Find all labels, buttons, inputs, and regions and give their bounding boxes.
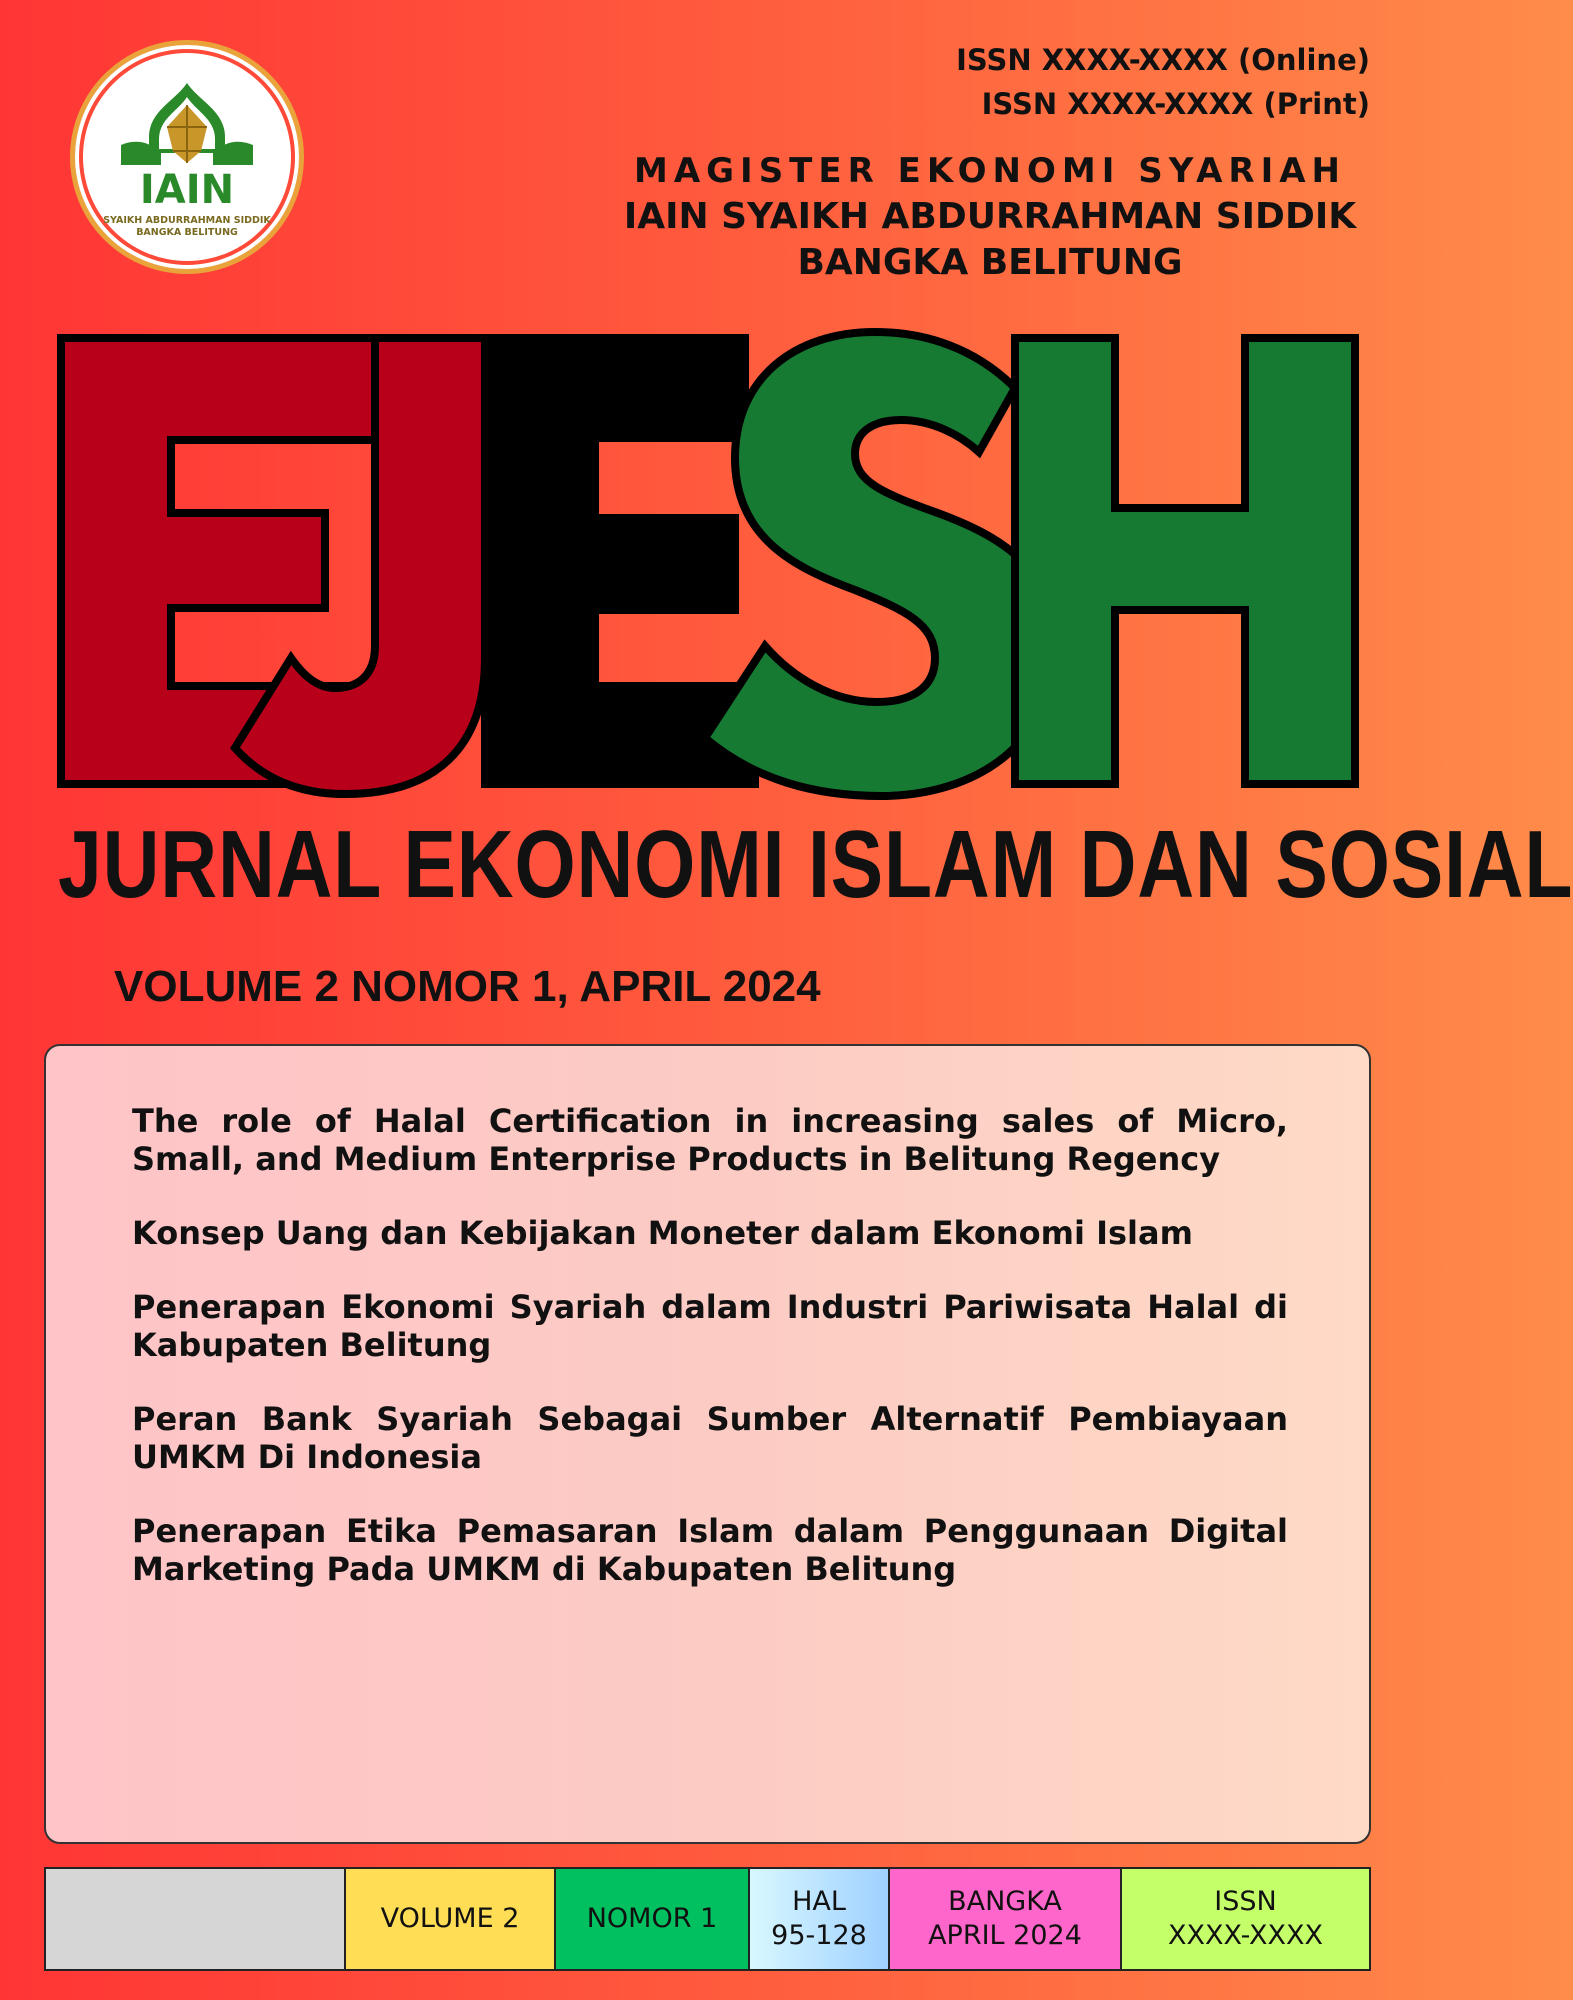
- info-volume-text: VOLUME 2: [380, 1903, 520, 1934]
- info-pages-label: HAL: [792, 1886, 846, 1917]
- info-pages-range: 95-128: [771, 1920, 867, 1951]
- masthead-letter-s: [705, 332, 1055, 796]
- masthead: [55, 328, 1361, 802]
- info-cell-place-date: [890, 1869, 1122, 1969]
- issn-print: ISSN XXXX-XXXX (Print): [981, 87, 1370, 121]
- info-issn-value: XXXX-XXXX: [1167, 1920, 1324, 1951]
- article-title-1: The role of Halal Certification in increasing sales of Micro, Small, and Medium Enterprise Products in Belitung Regency: [132, 1102, 1288, 1178]
- volume-line: VOLUME 2 NOMOR 1, APRIL 2024: [114, 962, 821, 1011]
- journal-subtitle: JURNAL EKONOMI ISLAM DAN SOSIAL: [58, 811, 1573, 918]
- article-title-3: Penerapan Ekonomi Syariah dalam Industri Pariwisata Halal di Kabupaten Belitung: [132, 1288, 1288, 1364]
- article-list: [132, 1102, 1288, 1624]
- info-number-text: NOMOR 1: [586, 1903, 718, 1934]
- article-title-4: Peran Bank Syariah Sebagai Sumber Alternatif Pembiayaan UMKM Di Indonesia: [132, 1400, 1288, 1476]
- info-strip: [44, 1867, 1371, 1971]
- masthead-letter-h: [1015, 338, 1355, 784]
- info-cell-number: [556, 1869, 750, 1969]
- info-cell-issn: [1122, 1869, 1369, 1969]
- iain-logo: [70, 40, 304, 274]
- issn-block: [956, 38, 1370, 126]
- institute-name: IAIN SYAIKH ABDURRAHMAN SIDDIK: [623, 196, 1357, 237]
- info-cell-blank: [46, 1869, 346, 1969]
- info-issn-label: ISSN: [1214, 1886, 1277, 1917]
- institute-location: BANGKA BELITUNG: [797, 242, 1183, 283]
- info-date: APRIL 2024: [928, 1920, 1082, 1951]
- article-title-2: Konsep Uang dan Kebijakan Moneter dalam Ekonomi Islam: [132, 1214, 1193, 1252]
- logo-text: IAIN: [139, 167, 235, 213]
- info-cell-pages: [750, 1869, 890, 1969]
- institution-block: [610, 148, 1370, 286]
- program-name: MAGISTER EKONOMI SYARIAH: [633, 151, 1347, 191]
- info-place: BANGKA: [948, 1886, 1062, 1917]
- mosque-emblem-icon: [75, 45, 299, 269]
- issn-online: ISSN XXXX-XXXX (Online): [956, 43, 1370, 77]
- logo-caption-1: SYAIKH ABDURRAHMAN SIDDIK: [103, 215, 271, 226]
- articles-box: [44, 1044, 1371, 1844]
- logo-caption-2: BANGKA BELITUNG: [136, 227, 238, 238]
- article-title-5: Penerapan Etika Pemasaran Islam dalam Penggunaan Digital Marketing Pada UMKM di Kabupaten Belitung: [132, 1512, 1288, 1588]
- info-cell-volume: [346, 1869, 556, 1969]
